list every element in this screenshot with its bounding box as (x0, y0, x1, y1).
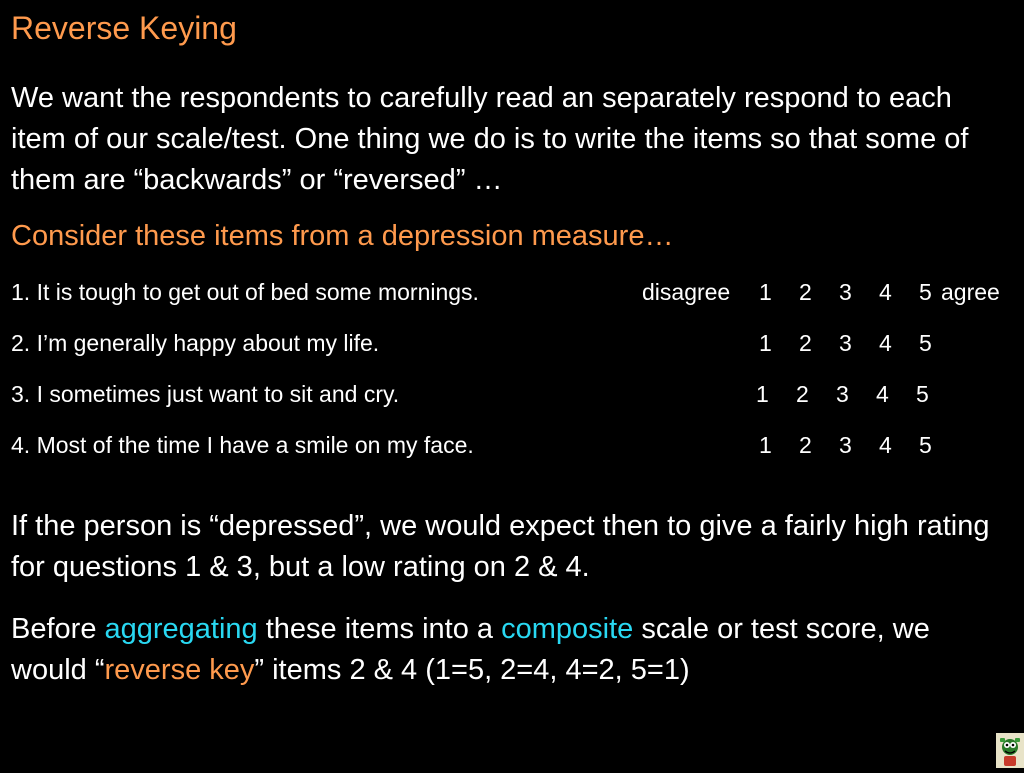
item-text: 1. It is tough to get out of bed some mornings. (11, 279, 479, 305)
rating-point-4: 4 (879, 432, 892, 458)
agree-label: agree (941, 279, 1000, 305)
rating-point-3: 3 (839, 432, 852, 458)
text-segment: ” items 2 & 4 (1=5, 2=4, 4=2, 5=1) (254, 654, 690, 686)
rating-scale (756, 381, 929, 408)
intro-paragraph: We want the respondents to carefully read an separately respond to each item of our scale/test. One thing we do is to write the items so that some of them are “backwards” or “reversed” … (11, 82, 969, 196)
rating-point-3: 3 (839, 279, 852, 305)
item-text: 2. I’m generally happy about my life. (11, 330, 380, 356)
term-reverse-key: reverse key (104, 654, 255, 686)
rating-point-5: 5 (919, 432, 932, 458)
rating-point-5: 5 (916, 381, 929, 407)
rating-scale (759, 330, 932, 357)
rating-point-2: 2 (799, 432, 812, 458)
rating-point-3: 3 (839, 330, 852, 356)
text-segment: Before (11, 613, 105, 645)
scale-item-2 (11, 330, 1021, 360)
rating-scale (759, 432, 932, 459)
rating-point-4: 4 (876, 381, 889, 407)
rating-scale (759, 279, 932, 306)
rating-point-2: 2 (799, 330, 812, 356)
cartoon-character-icon (996, 733, 1024, 768)
rating-point-5: 5 (919, 279, 932, 305)
rating-point-3: 3 (836, 381, 849, 407)
rating-point-4: 4 (879, 330, 892, 356)
rating-point-2: 2 (799, 279, 812, 305)
term-aggregating: aggregating (104, 613, 258, 645)
slide-title: Reverse Keying (11, 10, 237, 46)
disagree-label: disagree (642, 279, 731, 305)
rating-point-1: 1 (759, 432, 772, 458)
rating-point-5: 5 (919, 330, 932, 356)
reverse-key-paragraph (11, 609, 1011, 691)
term-composite: composite (501, 613, 634, 645)
scale-item-1 (11, 279, 1021, 309)
rating-point-2: 2 (796, 381, 809, 407)
conclusion-paragraph: If the person is “depressed”, we would expect then to give a fairly high rating for questions 1 & 3, but a low rating on 2 & 4. (11, 510, 990, 583)
rating-point-4: 4 (879, 279, 892, 305)
scale-item-3 (11, 381, 1021, 411)
scale-item-4 (11, 432, 1021, 462)
item-text: 3. I sometimes just want to sit and cry. (11, 381, 400, 407)
rating-point-1: 1 (759, 330, 772, 356)
text-segment: these items into a (257, 613, 502, 645)
rating-point-1: 1 (756, 381, 769, 407)
consider-heading: Consider these items from a depression measure… (11, 220, 674, 252)
item-text: 4. Most of the time I have a smile on my face. (11, 432, 474, 458)
text-segment: scale or test score, we would “ (11, 613, 930, 686)
cartoon-character-graphic (996, 733, 1024, 768)
rating-point-1: 1 (759, 279, 772, 305)
